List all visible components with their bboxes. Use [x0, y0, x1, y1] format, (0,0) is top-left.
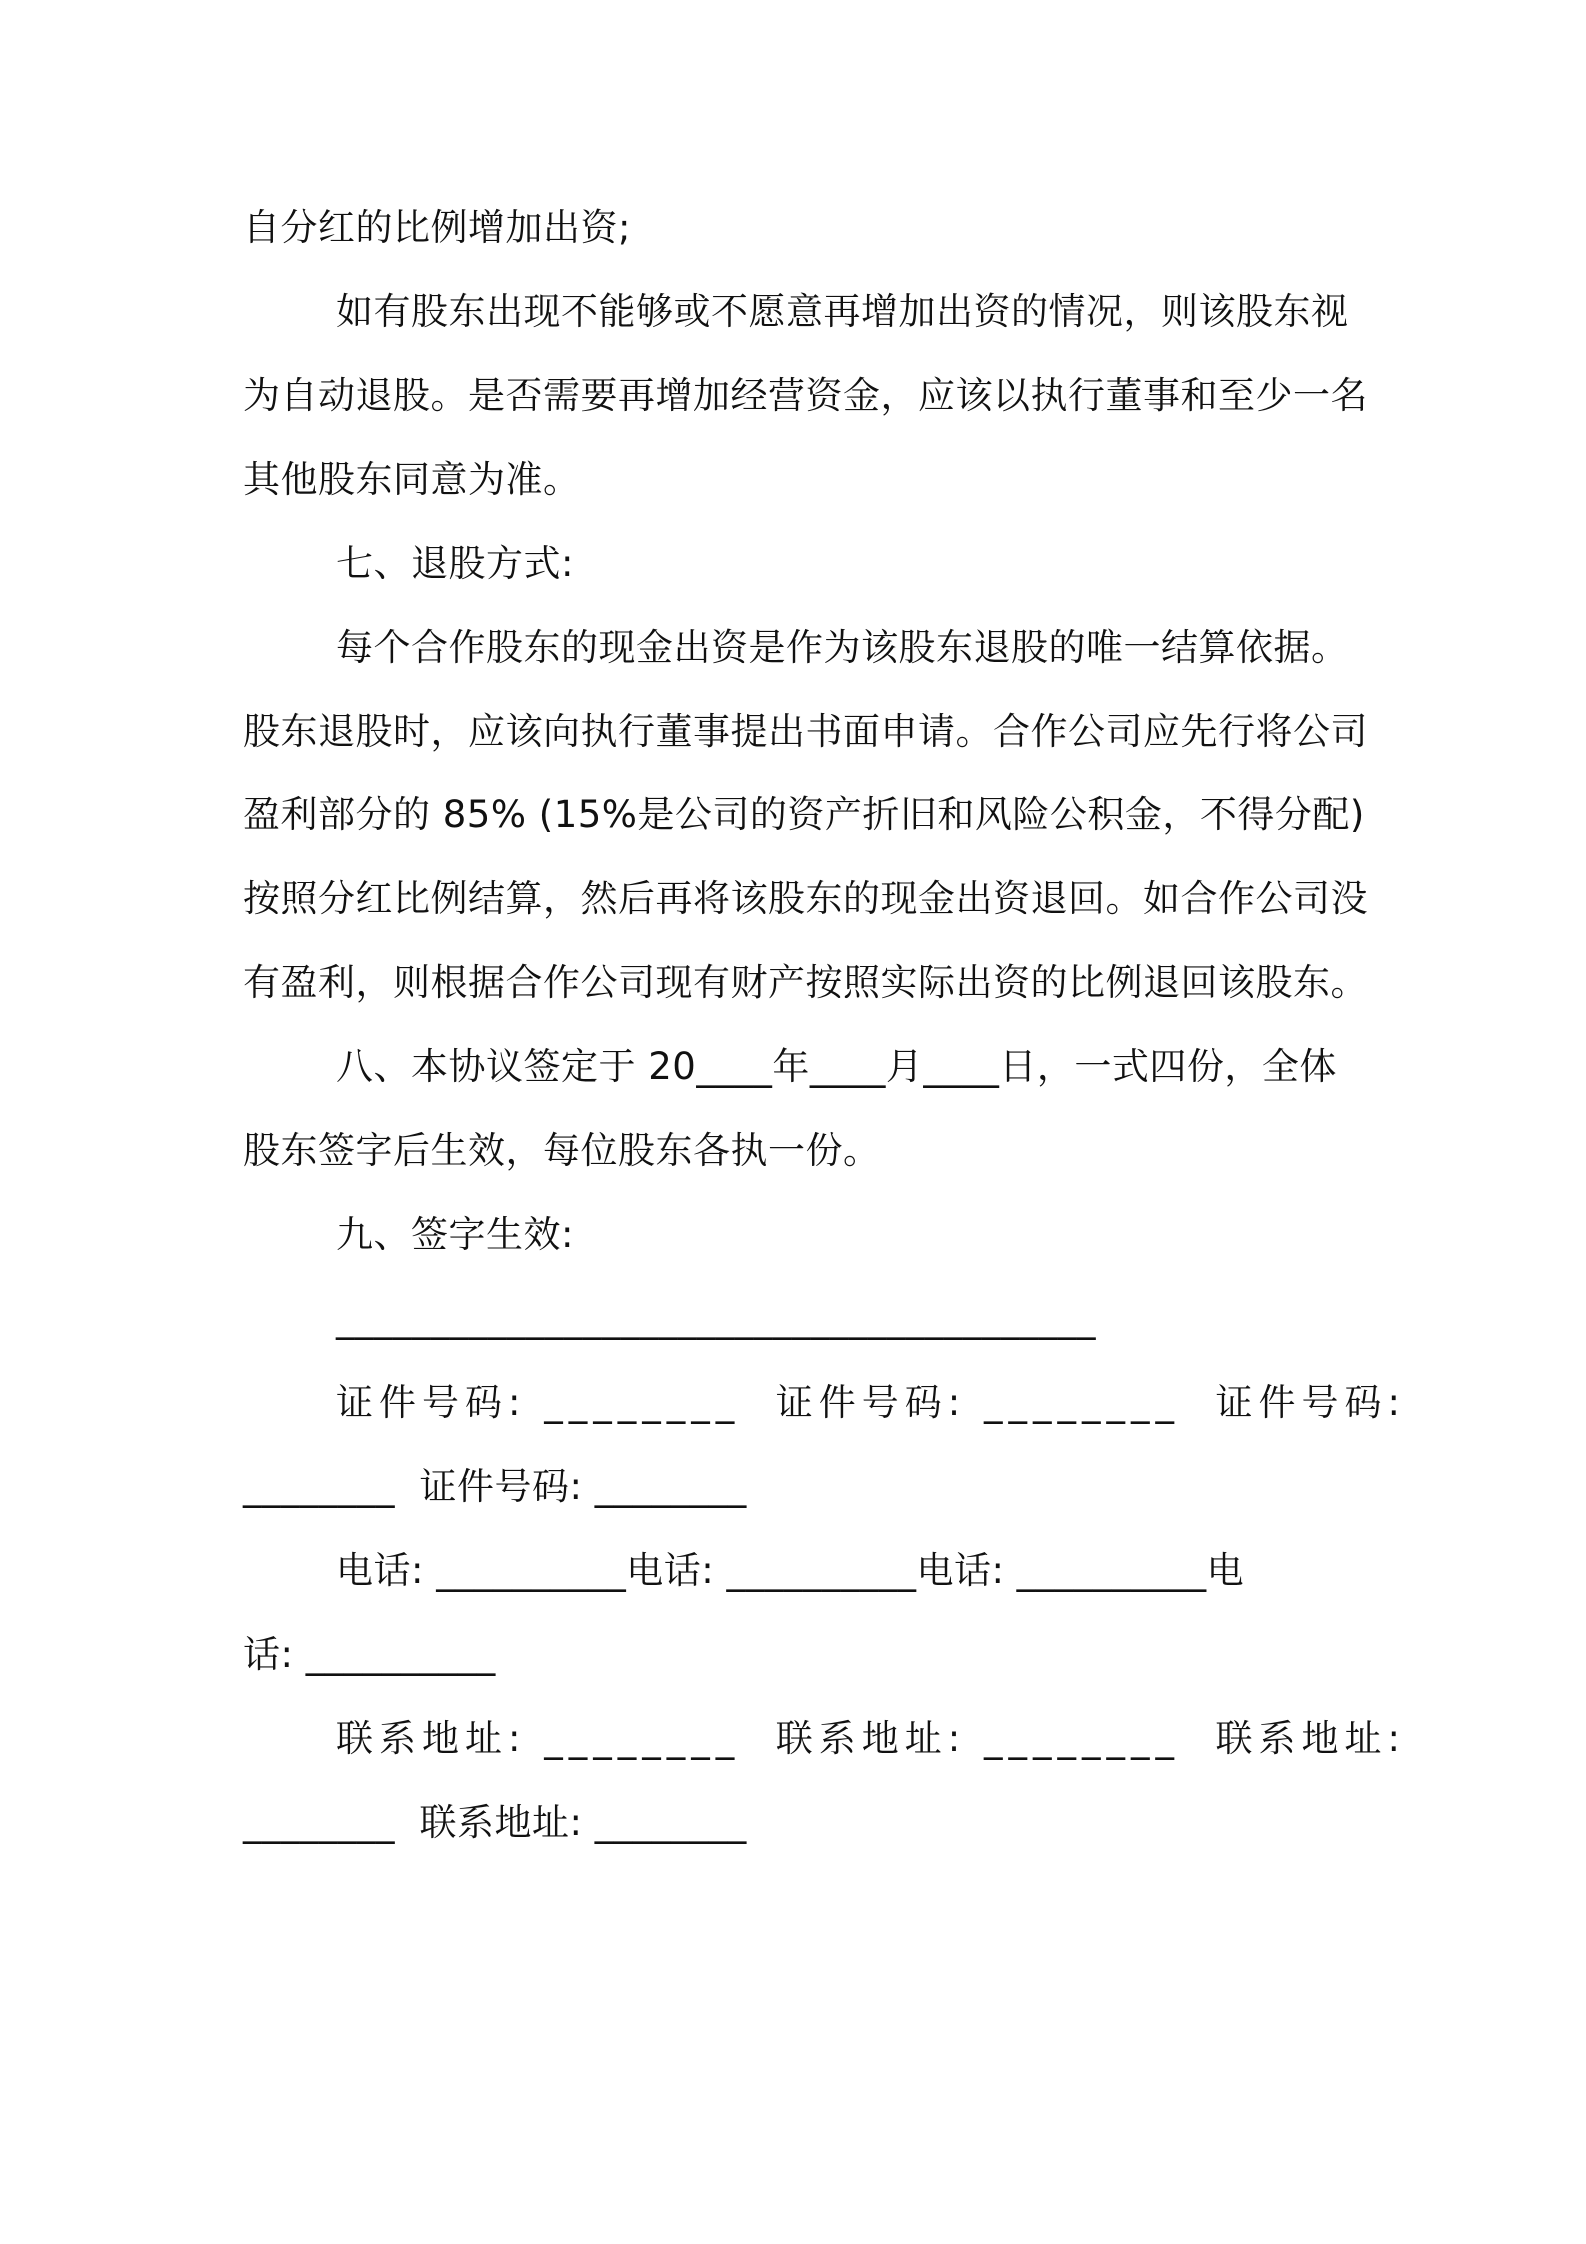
text-line-9: 按照分红比例结算，然后再将该股东的现金出资退回。如合作公司没 [243, 877, 1368, 920]
text-line-6: 每个合作股东的现金出资是作为该股东退股的唯一结算依据。 [336, 626, 1349, 669]
text-line-2: 如有股东出现不能够或不愿意再增加出资的情况，则该股东视 [336, 290, 1349, 333]
text-line-1: 自分红的比例增加出资; [243, 206, 631, 249]
text-line-7: 股东退股时，应该向执行董事提出书面申请。合作公司应先行将公司 [243, 710, 1368, 753]
address-fields: 联系地址: ________ 联系地址: ________ 联系地址: [336, 1717, 1406, 1760]
text-line-4: 其他股东同意为准。 [243, 458, 581, 501]
text-line-10: 有盈利，则根据合作公司现有财产按照实际出资的比例退回该股东。 [243, 961, 1368, 1004]
phone-fields-cont: 话: __________ [243, 1633, 496, 1676]
section-heading-9: 九、签字生效: [336, 1213, 574, 1256]
address-fields-cont: ________ 联系地址: ________ [243, 1801, 747, 1844]
section-heading-8: 八、本协议签定于 20____年____月____日，一式四份，全体 [336, 1045, 1337, 1088]
text-line-3: 为自动退股。是否需要再增加经营资金，应该以执行董事和至少一名 [243, 374, 1368, 417]
text-line-12: 股东签字后生效，每位股东各执一份。 [243, 1129, 881, 1172]
section-heading-7: 七、退股方式: [336, 542, 574, 585]
id-number-fields-cont: ________ 证件号码: ________ [243, 1465, 747, 1508]
id-number-fields: 证件号码: ________ 证件号码: ________ 证件号码: [336, 1381, 1406, 1424]
signature-line: ________________________________________ [336, 1297, 1096, 1340]
phone-fields: 电话: __________电话: __________电话: __________电 [336, 1549, 1245, 1592]
text-line-8: 盈利部分的 85% (15%是公司的资产折旧和风险公积金，不得分配) [243, 793, 1365, 836]
